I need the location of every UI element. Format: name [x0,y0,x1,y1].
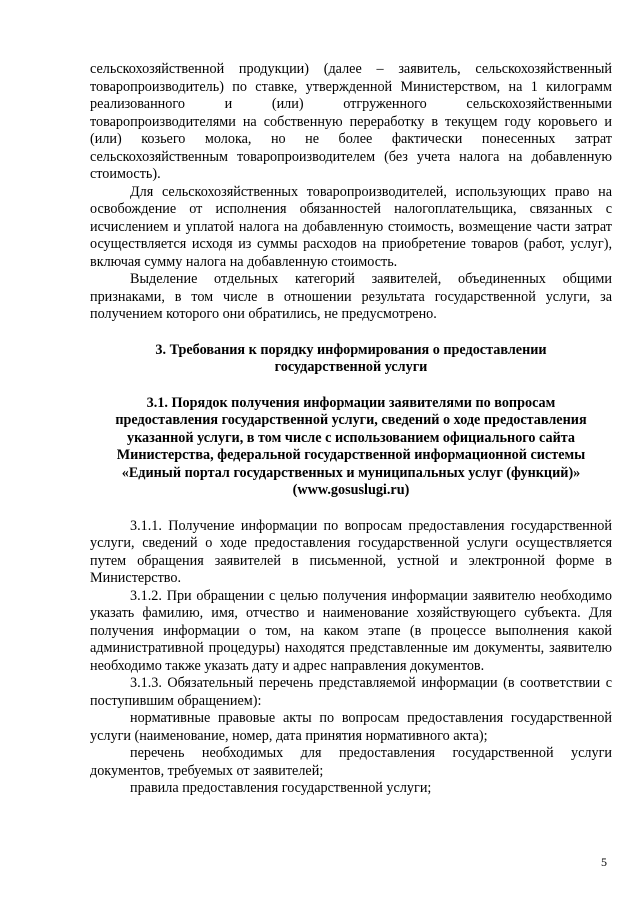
item-3-1-3: 3.1.3. Обязательный перечень представляемой информации (в соответствии с поступившим обращением): [90,675,612,709]
section-3-1-heading: 3.1. Порядок получения информации заявителями по вопросам предоставления государственной услуги, сведений о ходе предоставления указанной услуги, в том числе с использованием официального сайта Министерства, федеральной государственной информационной системы «Единый портал государственных и муниципальных услуг (функций)» (www.gosuslugi.ru) [115,394,587,498]
list-item-normative-acts: нормативные правовые акты по вопросам предоставления государственной услуги (наименование, номер, дата принятия нормативного акта); [90,710,612,744]
paragraph-applicant-categories: Выделение отдельных категорий заявителей, объединенных общими признаками, в том числе в отношении результата государственной услуги, за получением которого они обратились, не предусмотрено. [90,271,612,322]
document-body [90,61,612,798]
list-item-required-documents: перечень необходимых для предоставления государственной услуги документов, требуемых от заявителей; [90,745,612,779]
section-3-heading: 3. Требования к порядку информирования о предоставлении государственной услуги [155,341,547,375]
page-number: 5 [601,855,607,869]
item-3-1-2: 3.1.2. При обращении с целью получения информации заявителю необходимо указать фамилию, имя, отчество и наименование хозяйствующего субъекта. Для получения информации о том, на каком этапе (в процессе выполнения какой административной процедуры) находятся представленные им документы, заявителю необходимо также указать дату и адрес направления документов. [90,587,612,674]
list-item-service-rules: правила предоставления государственной услуги; [130,780,432,796]
paragraph-vat-exemption: Для сельскохозяйственных товаропроизводителей, использующих право на освобождение от исполнения обязанностей налогоплательщика, связанных с исчислением и уплатой налога на добавленную стоимость, возмещение части затрат осуществляется исходя из суммы расходов на приобретение товаров (работ, услуг), включая сумму налога на добавленную стоимость. [90,183,612,270]
item-3-1-1: 3.1.1. Получение информации по вопросам предоставления государственной услуги, сведений о ходе предоставления государственной услуги осуществляется путем обращения заявителей в письменной, устной и электронной форме в Министерство. [90,517,612,586]
paragraph-continuation: сельскохозяйственной продукции) (далее – заявитель, сельскохозяйственный товаропроизводитель) по ставке, утвержденной Министерством, на 1 килограмм реализованного и (или) отгруженного сельскохозяйственными товаропроизводителями на собственную переработку в текущем году коровьего и (или) козьего молока, но не более фактически понесенных затрат сельскохозяйственным товаропроизводителем (без учета налога на добавленную стоимость). [90,61,612,182]
